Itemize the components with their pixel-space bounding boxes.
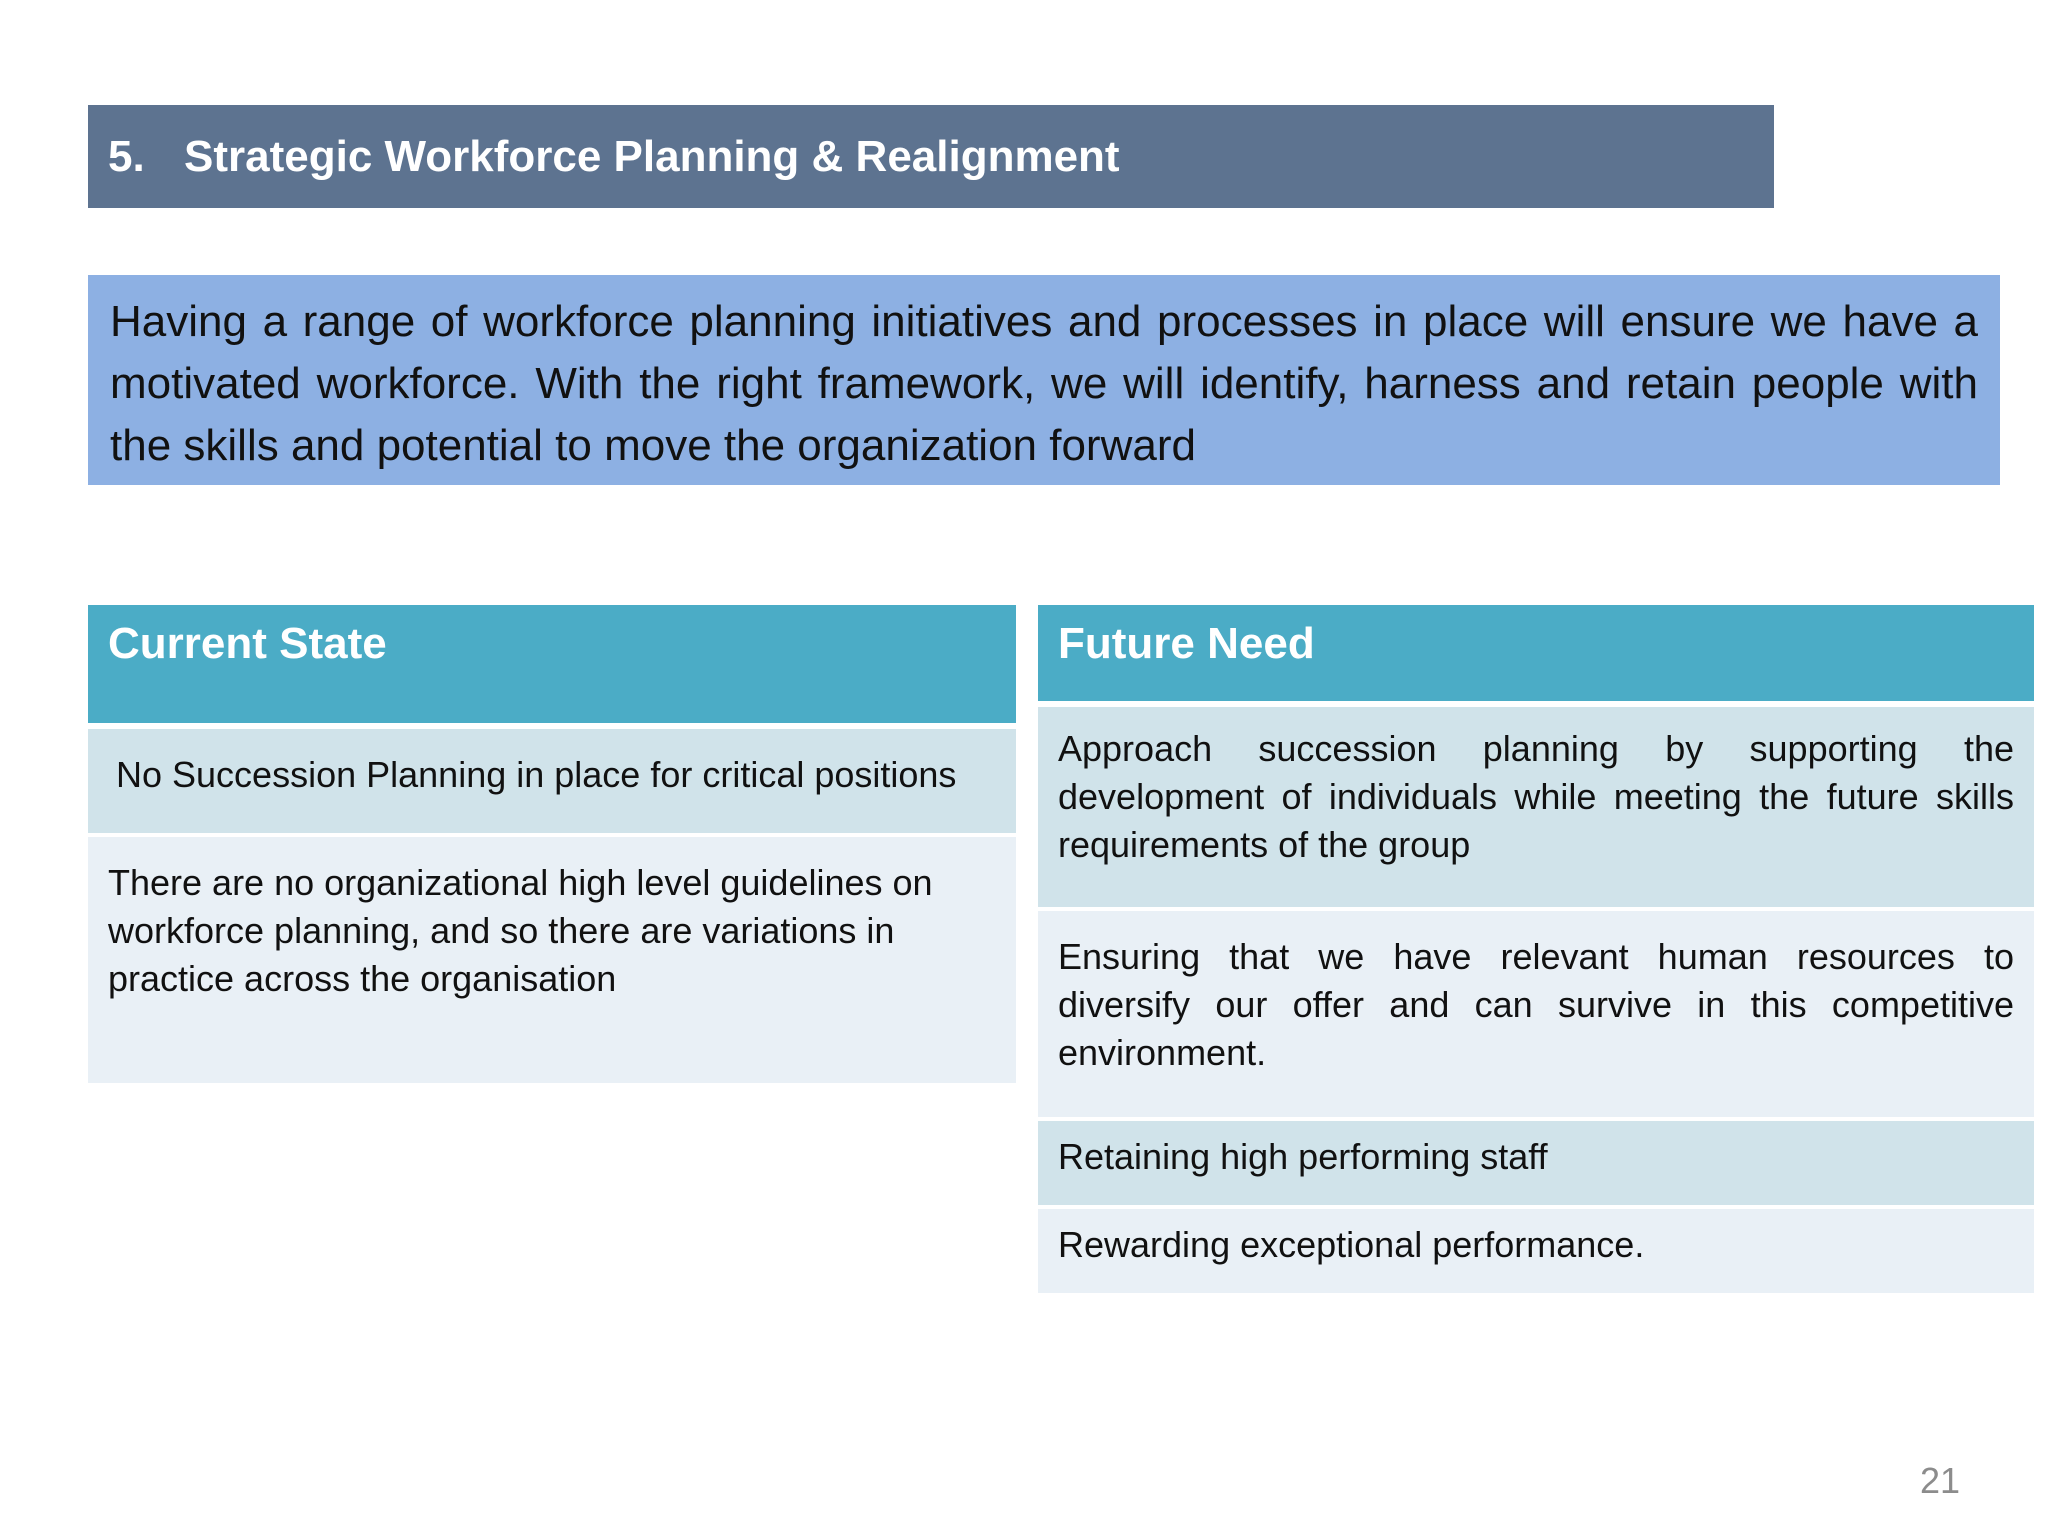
slide-title: Strategic Workforce Planning & Realignment [184, 131, 1120, 181]
future-need-item: Retaining high performing staff [1038, 1121, 2034, 1205]
future-need-item: Approach succession planning by supporting the development of individuals while meeting the future skills requirements of the group [1038, 707, 2034, 907]
current-state-item: There are no organizational high level guidelines on workforce planning, and so there are variations in practice across the organisation [88, 837, 1016, 1083]
current-state-column [88, 605, 1016, 1083]
future-need-item: Ensuring that we have relevant human resources to diversify our offer and can survive in this competitive environment. [1038, 911, 2034, 1117]
intro-statement: Having a range of workforce planning initiatives and processes in place will ensure we have a motivated workforce. With the right framework, we will identify, harness and retain people with the skills and potential to move the organization forward [88, 275, 2000, 485]
current-state-item: No Succession Planning in place for critical positions [88, 729, 1016, 833]
future-need-item: Rewarding exceptional performance. [1038, 1209, 2034, 1293]
section-number: 5. [108, 131, 145, 181]
slide-title-bar [88, 105, 1774, 208]
page-number: 21 [1919, 1460, 1960, 1501]
future-need-heading: Future Need [1038, 605, 2034, 701]
current-state-heading: Current State [88, 605, 1016, 723]
future-need-column [1038, 605, 2034, 1293]
